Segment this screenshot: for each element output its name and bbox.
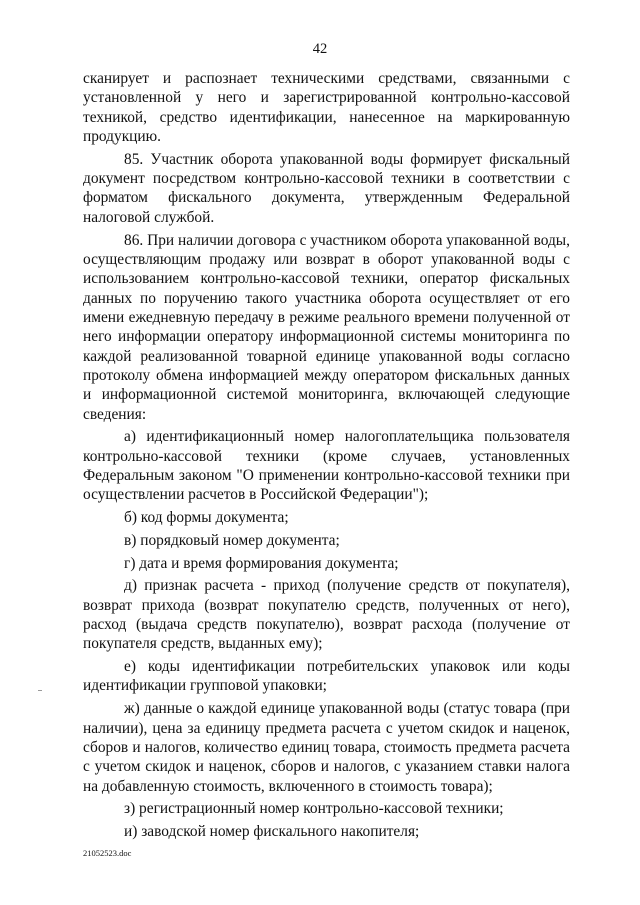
list-item-v: в) порядковый номер документа;: [124, 531, 340, 549]
list-item-b: б) код формы документа;: [124, 509, 289, 527]
list-item-zh: ж) данные о каждой единице упакованной воды (статус товара (при наличии), цена за единицу предмета расчета с учетом скидок и наценок, сборов и налогов, количество единиц товара, стоимость предмета расчета с учетом скидок и наценок, сборов и налогов, с указанием ставки налога на добавленную стоимость, включенного в стоимость товара);: [83, 700, 570, 795]
page-number: 42: [312, 41, 328, 57]
paragraph-continuation: сканирует и распознает техническими средствами, связанными с установленной у него и зарегистрированной контрольно-кассовой техникой, средство идентификации, нанесенное на маркированную продукцию.: [83, 70, 570, 146]
list-item-d: д) признак расчета - приход (получение средств от покупателя), возврат прихода (возврат покупателю средств, полученных от него), расход (выдача средств покупателю), возврат расхода (получение от покупателя средств, выданных ему);: [83, 577, 570, 653]
paragraph-86: 86. При наличии договора с участником оборота упакованной воды, осуществляющим продажу или возврат в оборот упакованной воды с использованием контрольно-кассовой техники, оператор фискальных данных по поручению такого участника оборота осуществляет от его имени ежедневную передачу в режиме реального времени полученной от него информации оператору информационной системы мониторинга по каждой реализованной товарной единице упакованной воды согласно протоколу обмена информацией между оператором фискальных данных и информационной системой мониторинга, включающей следующие сведения:: [83, 231, 570, 423]
list-item-z: з) регистрационный номер контрольно-кассовой техники;: [124, 800, 504, 818]
margin-mark: [38, 690, 42, 691]
list-item-e: е) коды идентификации потребительских упаковок или коды идентификации групповой упаковки;: [83, 658, 570, 695]
list-item-g: г) дата и время формирования документа;: [124, 554, 399, 572]
list-item-i: и) заводской номер фискального накопителя;: [124, 823, 420, 841]
paragraph-85: 85. Участник оборота упакованной воды формирует фискальный документ посредством контрольно-кассовой техники в соответствии с форматом фискального документа, утвержденным Федеральной налоговой службой.: [83, 150, 570, 226]
list-item-a: а) идентификационный номер налогоплательщика пользователя контрольно-кассовой техники (кроме случаев, установленных Федеральным законом "О применении контрольно-кассовой техники при осуществлении расчетов в Российской Федерации");: [83, 428, 570, 504]
document-footer-filename: 21052523.doc: [83, 848, 132, 858]
document-body: [83, 69, 570, 841]
